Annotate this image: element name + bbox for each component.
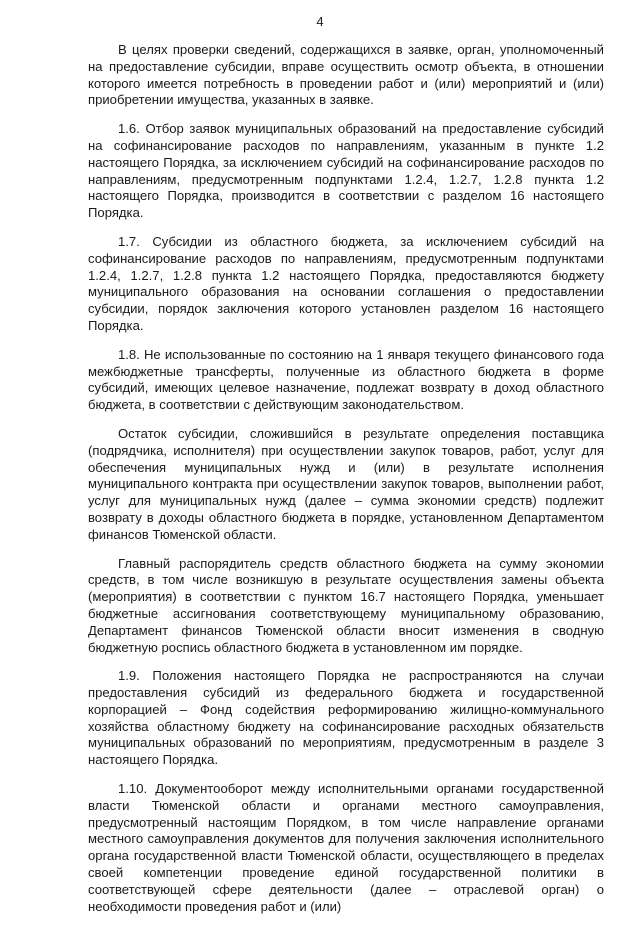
- paragraph-1-10: 1.10. Документооборот между исполнительными органами государственной власти Тюменской области и органами местного самоуправления, предусмотренный настоящим Порядком, в том числе направление органами местного самоуправления документов для получения заключения исполнительного органа государственной власти Тюменской области, осуществляющего в пределах своей компетенции проведение единой государственной политики в соответствующей сфере деятельности (далее – отраслевой орган) о необходимости проведения работ и (или): [88, 781, 604, 914]
- paragraph-1-7: 1.7. Субсидии из областного бюджета, за исключением субсидий на софинансирование расходов по направлениям, предусмотренным подпунктами 1.2.4, 1.2.7, 1.2.8 пункта 1.2 настоящего Порядка, предоставляются бюджету муниципального образования на основании соглашения о предоставлении субсидии, порядок заключения которого установлен разделом 16 настоящего Порядка.: [88, 233, 604, 333]
- paragraph-main-distributor: Главный распорядитель средств областного бюджета на сумму экономии средств, в том числе возникшую в результате осуществления замены объекта (мероприятия) в соответствии с пунктом 16.7 настоящего Порядка, уменьшает бюджетные ассигнования соответствующему муниципальному образованию, Департамент финансов Тюменской области вносит изменения в сводную бюджетную роспись областного бюджета в установленном им порядке.: [88, 555, 604, 655]
- paragraph-subsidy-remainder: Остаток субсидии, сложившийся в результате определения поставщика (подрядчика, исполнителя) при осуществлении закупок товаров, работ, услуг для обеспечения муниципальных нужд и (или) в результате исполнения муниципального контракта при осуществлении закупок товаров, выполнении работ, услуг для муниципальных нужд (далее – сумма экономии средств) подлежит возврату в доходы областного бюджета в порядке, установленном Департаментом финансов Тюменской области.: [88, 425, 604, 542]
- document-body: [88, 42, 604, 927]
- paragraph-1-9: 1.9. Положения настоящего Порядка не распространяются на случаи предоставления субсидий из федерального бюджета и государственной корпорацией – Фонд содействия реформированию жилищно-коммунального хозяйства областному бюджету на софинансирование расходных обязательств муниципальных образований по мероприятиям, предусмотренным в разделе 3 настоящего Порядка.: [88, 668, 604, 768]
- paragraph-inspection: В целях проверки сведений, содержащихся в заявке, орган, уполномоченный на предоставление субсидии, вправе осуществить осмотр объекта, в отношении которого имеется потребность в проведении работ и (или) мероприятий и (или) приобретении имущества, указанных в заявке.: [88, 42, 604, 108]
- page-number: 4: [316, 14, 324, 29]
- paragraph-1-8: 1.8. Не использованные по состоянию на 1 января текущего финансового года межбюджетные трансферты, полученные из областного бюджета в форме субсидий, имеющих целевое назначение, подлежат возврату в доход областного бюджета, в соответствии с действующим законодательством.: [88, 346, 604, 413]
- paragraph-1-6: 1.6. Отбор заявок муниципальных образований на предоставление субсидий на софинансирование расходов по направлениям, указанным в пункте 1.2 настоящего Порядка, за исключением субсидий на софинансирование расходов по направлениям, предусмотренным подпунктами 1.2.4, 1.2.7, 1.2.8 пункта 1.2 настоящего Порядка, производится в соответствии с разделом 16 настоящего Порядка.: [88, 121, 604, 221]
